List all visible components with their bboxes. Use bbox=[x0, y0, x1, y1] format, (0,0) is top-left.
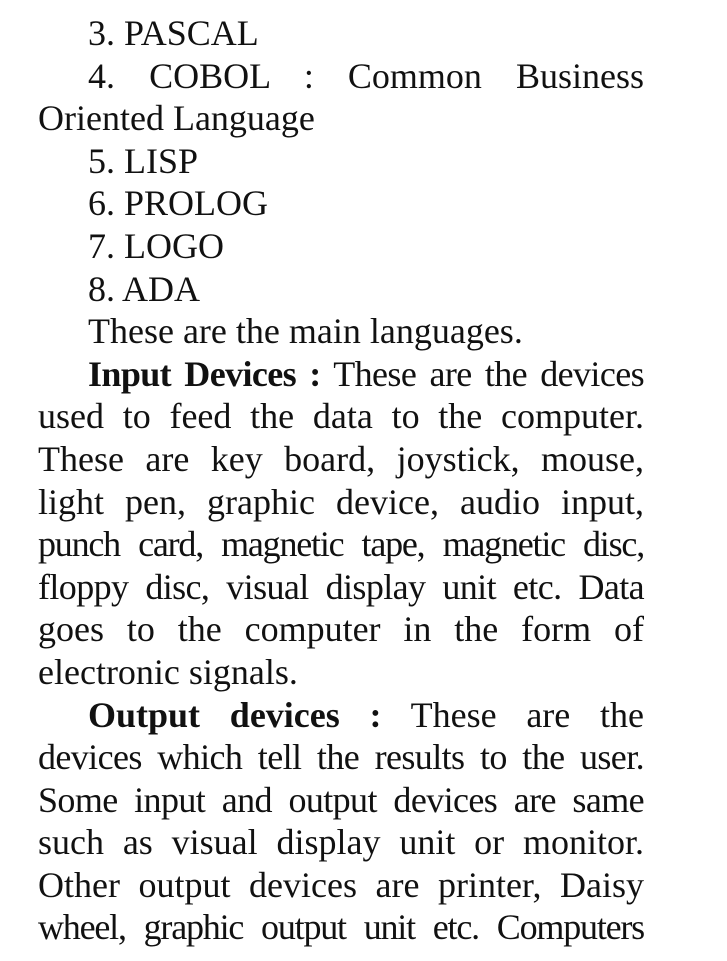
list-item-cobol: 4. COBOL : Common Business bbox=[88, 55, 644, 96]
output-devices-line: devices which tell the results to the user. bbox=[38, 737, 644, 778]
input-devices-text: These are the devices bbox=[333, 353, 645, 394]
output-devices-text: These are the bbox=[410, 694, 644, 735]
input-devices-heading: Input Devices : bbox=[88, 353, 321, 394]
input-devices-line: light pen, graphic device, audio input, bbox=[38, 481, 644, 522]
document-page bbox=[38, 12, 644, 949]
input-devices-line: goes to the computer in the form of bbox=[38, 609, 644, 650]
output-devices-line: Other output devices are printer, Daisy bbox=[38, 864, 644, 905]
input-devices-line: These are key board, joystick, mouse, bbox=[38, 438, 644, 479]
list-item-prolog: 6. PROLOG bbox=[88, 183, 269, 224]
summary-line: These are the main languages. bbox=[88, 311, 523, 352]
input-devices-line: punch card, magnetic tape, magnetic disc, bbox=[38, 524, 644, 565]
input-devices-line: electronic signals. bbox=[38, 651, 298, 692]
list-item-pascal: 3. PASCAL bbox=[88, 13, 259, 53]
output-devices-line: Some input and output devices are same bbox=[38, 779, 644, 820]
list-item-lisp: 5. LISP bbox=[88, 140, 199, 181]
output-devices-line: such as visual display unit or monitor. bbox=[38, 822, 644, 863]
input-devices-line: floppy disc, visual display unit etc. Data bbox=[38, 566, 644, 607]
input-devices-first-line bbox=[38, 353, 644, 396]
input-devices-line: used to feed the data to the computer. bbox=[38, 396, 644, 437]
list-item-ada: 8. ADA bbox=[88, 268, 201, 309]
output-devices-heading: Output devices : bbox=[88, 694, 382, 735]
list-item-logo: 7. LOGO bbox=[88, 225, 224, 266]
list-item-cobol-continuation: Oriented Language bbox=[38, 98, 315, 139]
output-devices-first-line bbox=[38, 694, 644, 737]
output-devices-line: wheel, graphic output unit etc. Computers bbox=[38, 907, 644, 948]
